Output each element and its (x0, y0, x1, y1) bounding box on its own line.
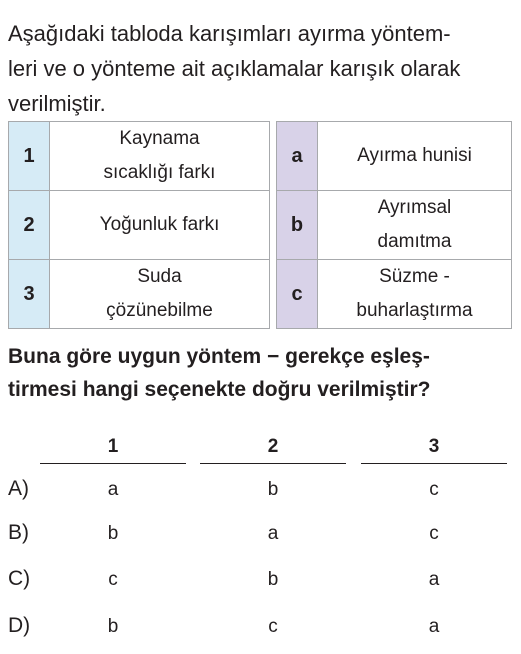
row-key: c (277, 260, 318, 329)
option-value: b (107, 523, 119, 544)
column-divider (40, 463, 186, 464)
option-c[interactable] (0, 567, 521, 597)
option-value: a (428, 569, 440, 590)
answer-column-header: 3 (428, 436, 440, 457)
row-text (50, 191, 270, 260)
option-value: c (268, 616, 278, 637)
row-text (318, 122, 512, 191)
row-text-line: Süzme - (379, 266, 450, 287)
reason-table (8, 121, 270, 329)
option-value: c (429, 479, 439, 500)
option-value: a (267, 523, 279, 544)
row-text-line: damıtma (377, 231, 452, 252)
row-text-line: Ayırma hunisi (357, 145, 472, 166)
row-text (318, 191, 512, 260)
question-line: tirmesi hangi seçenekte doğru verilmiştir? (8, 378, 431, 401)
table-row (277, 122, 512, 191)
row-text-line: çözünebilme (106, 300, 213, 321)
answer-column-header: 1 (107, 436, 119, 457)
option-value: a (428, 616, 440, 637)
option-value: b (267, 569, 279, 590)
row-text-line: Suda (137, 266, 182, 287)
row-text (318, 260, 512, 329)
option-value: c (429, 523, 439, 544)
table-row (277, 191, 512, 260)
option-letter: D) (8, 614, 31, 637)
row-key: a (277, 122, 318, 191)
row-key: b (277, 191, 318, 260)
question-text (8, 340, 518, 406)
intro-line: Aşağıdaki tabloda karışımları ayırma yöntem- (8, 21, 451, 46)
option-value: b (107, 616, 119, 637)
intro-line: verilmiştir. (8, 91, 106, 116)
intro-paragraph (8, 16, 516, 121)
row-text-line: Ayrımsal (377, 197, 452, 218)
column-divider (361, 463, 507, 464)
row-key: 1 (9, 122, 50, 191)
option-letter: C) (8, 567, 31, 590)
row-key: 3 (9, 260, 50, 329)
row-text (50, 122, 270, 191)
row-text (50, 260, 270, 329)
row-text-line: sıcaklığı farkı (103, 162, 216, 183)
row-text-line: Kaynama (119, 128, 200, 149)
table-row (9, 122, 270, 191)
option-letter: A) (8, 477, 29, 500)
column-divider (200, 463, 346, 464)
option-value: a (107, 479, 119, 500)
table-row (277, 260, 512, 329)
intro-line: leri ve o yönteme ait açıklamalar karışık olarak (8, 56, 461, 81)
answer-column-header: 2 (267, 436, 279, 457)
row-key: 2 (9, 191, 50, 260)
option-value: c (108, 569, 118, 590)
question-line: Buna göre uygun yöntem − gerekçe eşleş- (8, 345, 430, 368)
method-table (276, 121, 512, 329)
option-a[interactable] (0, 477, 521, 507)
option-d[interactable] (0, 614, 521, 644)
row-text-line: Yoğunluk farkı (99, 214, 220, 235)
table-row (9, 191, 270, 260)
option-value: b (267, 479, 279, 500)
option-letter: B) (8, 521, 29, 544)
table-row (9, 260, 270, 329)
row-text-line: buharlaştırma (356, 300, 473, 321)
option-b[interactable] (0, 521, 521, 551)
